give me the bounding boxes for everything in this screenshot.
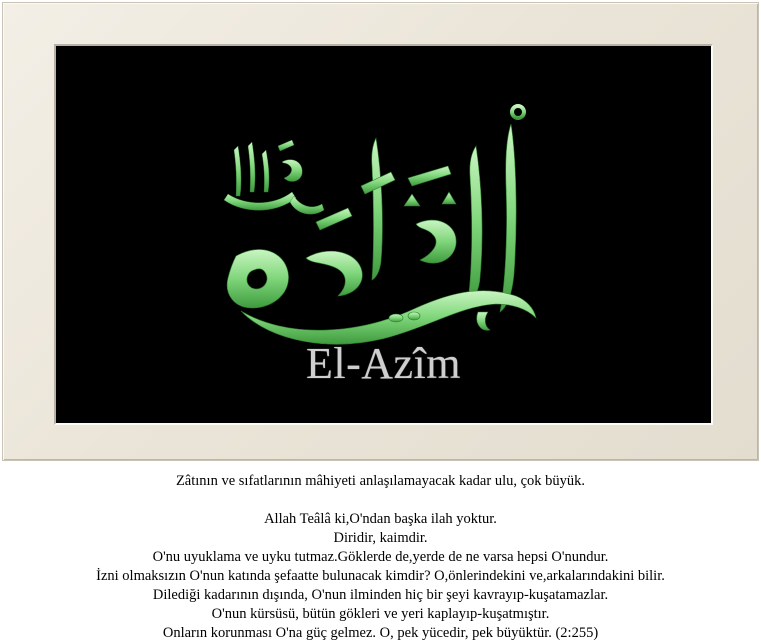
meaning-line: Zâtının ve sıfatlarının mâhiyeti anlaşılamayacak kadar ulu, çok büyük. — [175, 473, 586, 489]
verse-line-1: Allah Teâlâ ki,O'ndan başka ilah yoktur. — [264, 511, 497, 527]
verse-line-2: Diridir, kaimdir. — [333, 530, 428, 546]
name-label: El-Azîm — [305, 339, 461, 388]
verse-line-3: O'nu uyuklama ve uyku tutmaz.Göklerde de,yerde de ne varsa hepsi O'nundur. — [152, 549, 609, 565]
verse-line-6: O'nun kürsüsü, bütün gökleri ve yeri kaplayıp-kuşatmıştır. — [211, 606, 550, 622]
description-text — [0, 472, 761, 643]
verse-line-7: Onların korunması O'na güç gelmez. O, pek yücedir, pek büyüktür. (2:255) — [162, 625, 599, 641]
black-panel — [54, 44, 713, 425]
verse-line-4: İzni olmaksızın O'nun katında şefaatte bulunacak kimdir? O,önlerindekini ve,arkalarındakini bilir. — [96, 568, 665, 584]
picture-frame — [2, 2, 759, 461]
calligraphy-epithet — [224, 140, 324, 214]
verse-line-5: Dilediği kadarının dışında, O'nun ilminden hiç bir şeyi kavrayıp-kuşatamazlar. — [152, 587, 609, 603]
calligraphy-main-name — [227, 106, 536, 344]
